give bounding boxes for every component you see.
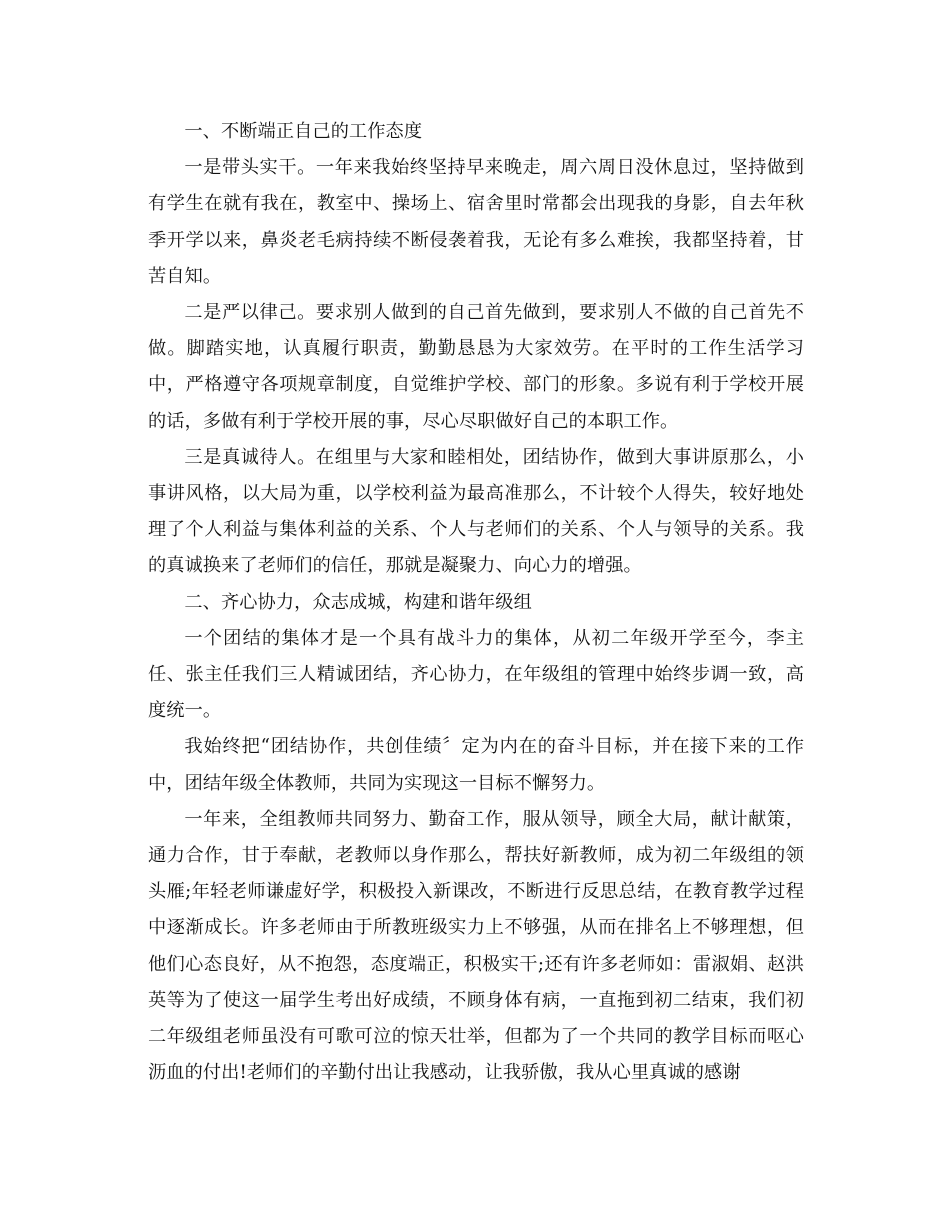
section-heading-1: 一、不断端正自己的工作态度 [184, 121, 423, 142]
document-body [148, 114, 804, 1091]
paragraph-sincerity: 三是真诚待人。在组里与大家和睦相处，团结协作，做到大事讲原那么，小事讲风格，以大局为重，以学校利益为最高准那么，不计较个人得失，较好地处理了个人利益与集体利益的关系、个人与老师们的关系、个人与领导的关系。我的真诚换来了老师们的信任，那就是凝聚力、向心力的增强。 [148, 446, 804, 577]
paragraph-year-review: 一年来，全组教师共同努力、勤奋工作，服从领导，顾全大局，献计献策，通力合作，甘于奉献，老教师以身作那么，帮扶好新教师，成为初二年级组的领头雁;年轻老师谦虚好学，积极投入新课改，不断进行反思总结，在教育教学过程中逐渐成长。许多老师由于所教班级实力上不够强，从而在排名上不够理想，但他们心态良好，从不抱怨，态度端正，积极实干;还有许多老师如：雷淑娟、赵洪英等为了使这一届学生考出好成绩，不顾身体有病，一直拖到初二结束，我们初二年级组老师虽没有可歌可泣的惊天壮举，但都为了一个共同的教学目标而呕心沥血的付出!老师们的辛勤付出让我感动，让我骄傲，我从心里真诚的感谢 [148, 808, 804, 1084]
section-heading-2: 二、齐心协力，众志成城，构建和谐年级组 [184, 591, 532, 613]
paragraph-lead-by-example: 一是带头实干。一年来我始终坚持早来晚走，周六周日没休息过，坚持做到有学生在就有我在，教室中、操场上、宿舍里时常都会出现我的身影，自去年秋季开学以来，鼻炎老毛病持续不断侵袭着我，无论有多么难挨，我都坚持着，甘苦自知。 [148, 157, 804, 287]
paragraph-self-discipline: 二是严以律己。要求别人做到的自己首先做到，要求别人不做的自己首先不做。脚踏实地，认真履行职责，勤勤恳恳为大家效劳。在平时的工作生活学习中，严格遵守各项规章制度，自觉维护学校、部门的形象。多说有利于学校开展的话，多做有利于学校开展的事，尽心尽职做好自己的本职工作。 [148, 302, 804, 432]
paragraph-goal: 我始终把“团结协作，共创佳绩〞定为内在的奋斗目标，并在接下来的工作中，团结年级全体教师，共同为实现这一目标不懈努力。 [148, 736, 804, 794]
paragraph-united-team: 一个团结的集体才是一个具有战斗力的集体，从初二年级开学至今，李主任、张主任我们三人精诚团结，齐心协力，在年级组的管理中始终步调一致，高度统一。 [148, 627, 804, 722]
